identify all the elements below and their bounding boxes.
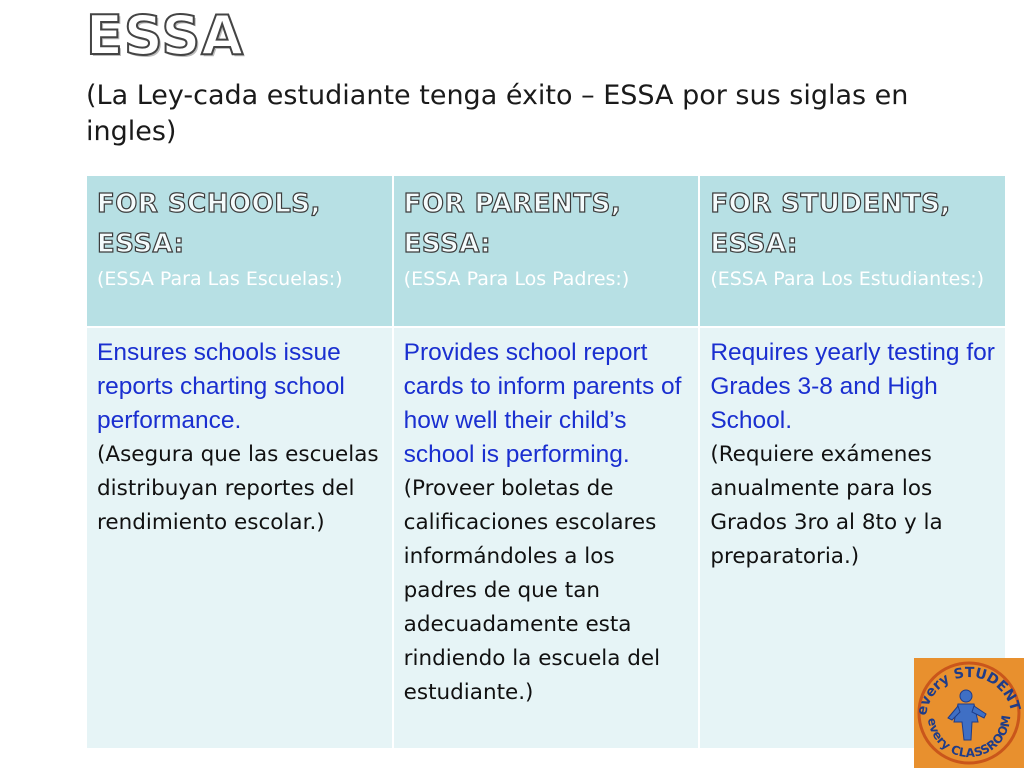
header-cell-schools [86, 175, 393, 327]
essa-table [85, 174, 1007, 750]
every-student-logo [914, 658, 1024, 768]
body-english-students: Requires yearly testing for Grades 3-8 and High School. [710, 339, 995, 434]
slide-subtitle: (La Ley-cada estudiante tenga éxito – ESSA por sus siglas en ingles) [86, 80, 909, 147]
header-cell-parents [393, 175, 700, 327]
logo-bottom-text: every CLASSROOM [924, 714, 1014, 761]
header-row [86, 175, 1006, 327]
header-title-students: FOR STUDENTS, ESSA: [710, 189, 951, 259]
body-cell-schools [86, 327, 393, 749]
header-subtitle-parents: (ESSA Para Los Padres:) [403, 268, 630, 290]
body-spanish-parents: (Proveer boletas de calificaciones escolares informándoles a los padres de que tan adecuadamente esta rindiendo la escuela del estudiante.) [403, 476, 661, 705]
body-english-schools: Ensures schools issue reports charting school performance. [97, 339, 345, 434]
body-english-parents: Provides school report cards to inform parents of how well their child’s school is performing. [403, 339, 682, 468]
header-title-parents: FOR PARENTS, ESSA: [403, 189, 622, 259]
logo-graphic [914, 658, 1024, 768]
header-subtitle-students: (ESSA Para Los Estudiantes:) [710, 268, 985, 290]
slide-title: ESSA [86, 4, 245, 67]
header-cell-students [699, 175, 1006, 327]
logo-top-text: every STUDENT [914, 664, 1023, 717]
header-title-schools: FOR SCHOOLS, ESSA: [97, 189, 321, 259]
header-subtitle-schools: (ESSA Para Las Escuelas:) [97, 268, 343, 290]
body-spanish-schools: (Asegura que las escuelas distribuyan reportes del rendimiento escolar.) [97, 442, 379, 535]
body-cell-parents [393, 327, 700, 749]
body-spanish-students: (Requiere exámenes anualmente para los Grados 3ro al 8to y la preparatoria.) [710, 442, 943, 569]
body-row [86, 327, 1006, 749]
